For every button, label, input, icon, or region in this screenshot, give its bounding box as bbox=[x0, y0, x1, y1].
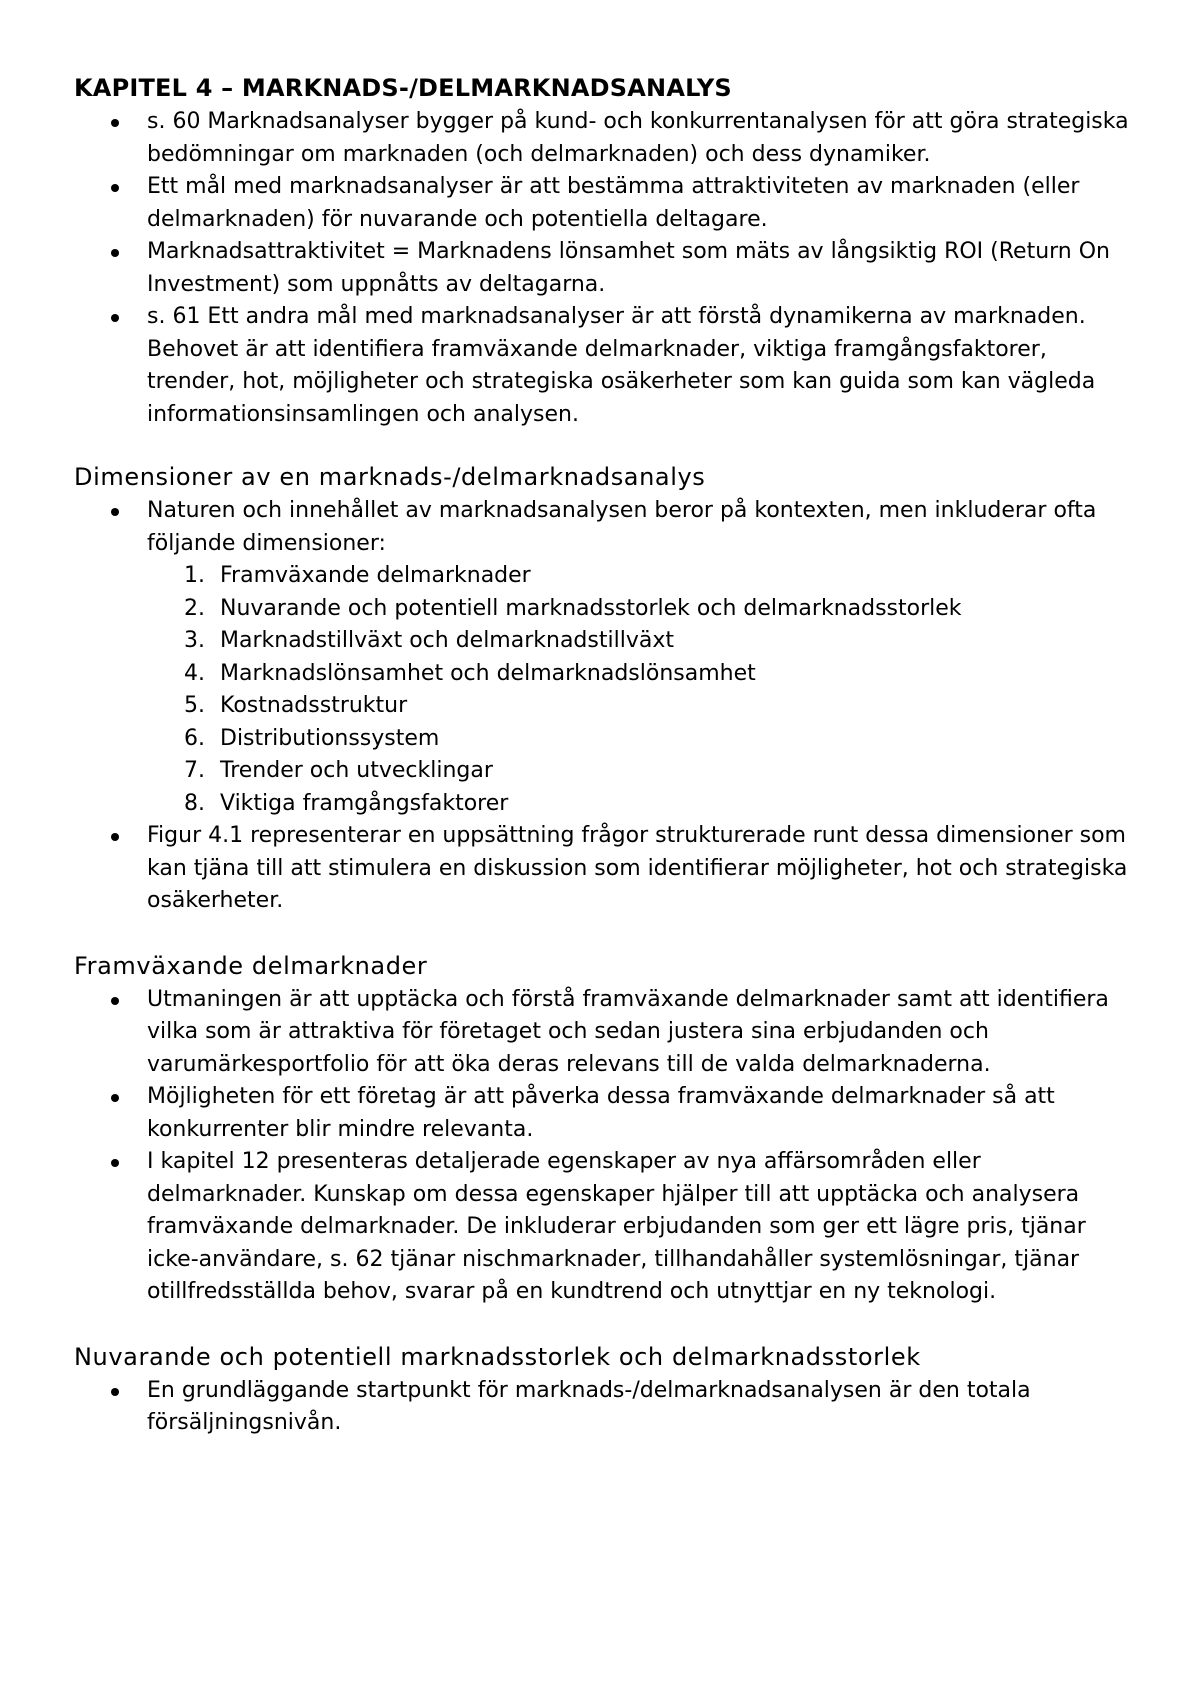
item-number: 7. bbox=[184, 758, 205, 783]
item-text: Distributionssystem bbox=[220, 725, 440, 751]
list-item-text: En grundläggande startpunkt för marknads-/delmarknadsanalysen är den totala försäljningsnivån. bbox=[147, 1377, 1031, 1435]
list-item bbox=[74, 820, 1134, 918]
item-number: 5. bbox=[184, 693, 205, 718]
list-item bbox=[74, 236, 1134, 301]
list-item-text: Möjligheten för ett företag är att påverka dessa framväxande delmarknader så att konkurrenter blir mindre relevanta. bbox=[147, 1084, 1055, 1142]
numbered-item bbox=[74, 593, 1134, 626]
dimensions-numbered-list bbox=[74, 560, 1134, 820]
numbered-item bbox=[74, 788, 1134, 821]
numbered-item bbox=[74, 658, 1134, 691]
bullet-dot-icon bbox=[111, 119, 119, 127]
list-item bbox=[74, 106, 1134, 171]
document-page bbox=[74, 70, 1134, 1440]
list-item-text: Naturen och innehållet av marknadsanalysen beror på kontexten, men inkluderar ofta följande dimensioner: bbox=[147, 498, 1097, 556]
item-number: 8. bbox=[184, 790, 205, 816]
list-item-text: s. 60 Marknadsanalyser bygger på kund- och konkurrentanalysen för att göra strategiska bedömningar om marknaden (och delmarknaden) och dess dynamiker. bbox=[147, 109, 1129, 167]
spacer bbox=[74, 431, 1134, 459]
item-number: 2. bbox=[184, 595, 205, 621]
item-text: Marknadstillväxt och delmarknadstillväxt bbox=[220, 628, 674, 653]
item-number: 4. bbox=[184, 660, 205, 686]
market-size-bullet-list bbox=[74, 1375, 1134, 1440]
item-text: Viktiga framgångsfaktorer bbox=[220, 790, 509, 816]
item-text: Framväxande delmarknader bbox=[220, 563, 531, 588]
list-item-text: s. 61 Ett andra mål med marknadsanalyser är att förstå dynamikerna av marknaden. Behovet är att identifiera framväxande delmarknader, viktiga framgångsfaktorer, trender, hot, möjligheter och strategiska osäkerheter som kan guida som kan vägleda informationsinsamlingen och analysen. bbox=[147, 304, 1096, 427]
bullet-dot-icon bbox=[111, 314, 119, 322]
numbered-item bbox=[74, 723, 1134, 756]
bullet-dot-icon bbox=[111, 1159, 119, 1167]
spacer bbox=[74, 1309, 1134, 1339]
list-item-text: Utmaningen är att upptäcka och förstå framväxande delmarknader samt att identifiera vilka som är attraktiva för företaget och sedan justera sina erbjudanden och varumärkesportfolio för att öka deras relevans till de valda delmarknaderna. bbox=[147, 986, 1109, 1077]
item-text: Nuvarande och potentiell marknadsstorlek och delmarknadsstorlek bbox=[220, 595, 962, 621]
dimensions-bullet-list bbox=[74, 495, 1134, 560]
section-heading-dimensions: Dimensioner av en marknads-/delmarknadsanalys bbox=[74, 463, 706, 491]
list-item bbox=[74, 1375, 1134, 1440]
bullet-dot-icon bbox=[111, 184, 119, 192]
dimensions-outro-list bbox=[74, 820, 1134, 918]
item-text: Trender och utvecklingar bbox=[220, 758, 493, 783]
bullet-dot-icon bbox=[111, 1388, 119, 1396]
list-item-text: Ett mål med marknadsanalyser är att bestämma attraktiviteten av marknaden (eller delmarknaden) för nuvarande och potentiella deltagare. bbox=[147, 174, 1080, 232]
bullet-dot-icon bbox=[111, 249, 119, 257]
numbered-item bbox=[74, 560, 1134, 593]
bullet-dot-icon bbox=[111, 1094, 119, 1102]
item-number: 6. bbox=[184, 725, 205, 751]
spacer bbox=[74, 918, 1134, 948]
bullet-dot-icon bbox=[111, 997, 119, 1005]
list-item bbox=[74, 495, 1134, 560]
list-item bbox=[74, 1081, 1134, 1146]
section-heading-emerging: Framväxande delmarknader bbox=[74, 951, 428, 980]
chapter-bullet-list bbox=[74, 106, 1134, 431]
item-text: Marknadslönsamhet och delmarknadslönsamhet bbox=[220, 660, 756, 686]
list-item bbox=[74, 301, 1134, 431]
bullet-dot-icon bbox=[111, 833, 119, 841]
list-item bbox=[74, 984, 1134, 1082]
item-number: 3. bbox=[184, 628, 205, 653]
bullet-dot-icon bbox=[111, 508, 119, 516]
list-item-text: Figur 4.1 representerar en uppsättning frågor strukturerade runt dessa dimensioner som kan tjäna till att stimulera en diskussion som identifierar möjligheter, hot och strategiska osäkerheter. bbox=[147, 823, 1128, 913]
numbered-item bbox=[74, 755, 1134, 788]
list-item-text: Marknadsattraktivitet = Marknadens lönsamhet som mäts av långsiktig ROI (Return On Investment) som uppnåtts av deltagarna. bbox=[147, 239, 1111, 297]
chapter-title: KAPITEL 4 – MARKNADS-/DELMARKNADSANALYS bbox=[74, 74, 732, 102]
item-number: 1. bbox=[184, 563, 205, 588]
list-item bbox=[74, 171, 1134, 236]
item-text: Kostnadsstruktur bbox=[220, 693, 408, 718]
list-item bbox=[74, 1146, 1134, 1309]
section-heading-market-size: Nuvarande och potentiell marknadsstorlek och delmarknadsstorlek bbox=[74, 1342, 921, 1371]
emerging-bullet-list bbox=[74, 984, 1134, 1309]
numbered-item bbox=[74, 690, 1134, 723]
list-item-text: I kapitel 12 presenteras detaljerade egenskaper av nya affärsområden eller delmarknader. Kunskap om dessa egenskaper hjälper till att upptäcka och analysera framväxande delmarknader. De inkluderar erbjudanden som ger ett lägre pris, tjänar icke-användare, s. 62 tjänar nischmarknader, tillhandahåller systemlösningar, tjänar otillfredsställda behov, svarar på en kundtrend och utnyttjar en ny teknologi. bbox=[147, 1149, 1086, 1304]
numbered-item bbox=[74, 625, 1134, 658]
